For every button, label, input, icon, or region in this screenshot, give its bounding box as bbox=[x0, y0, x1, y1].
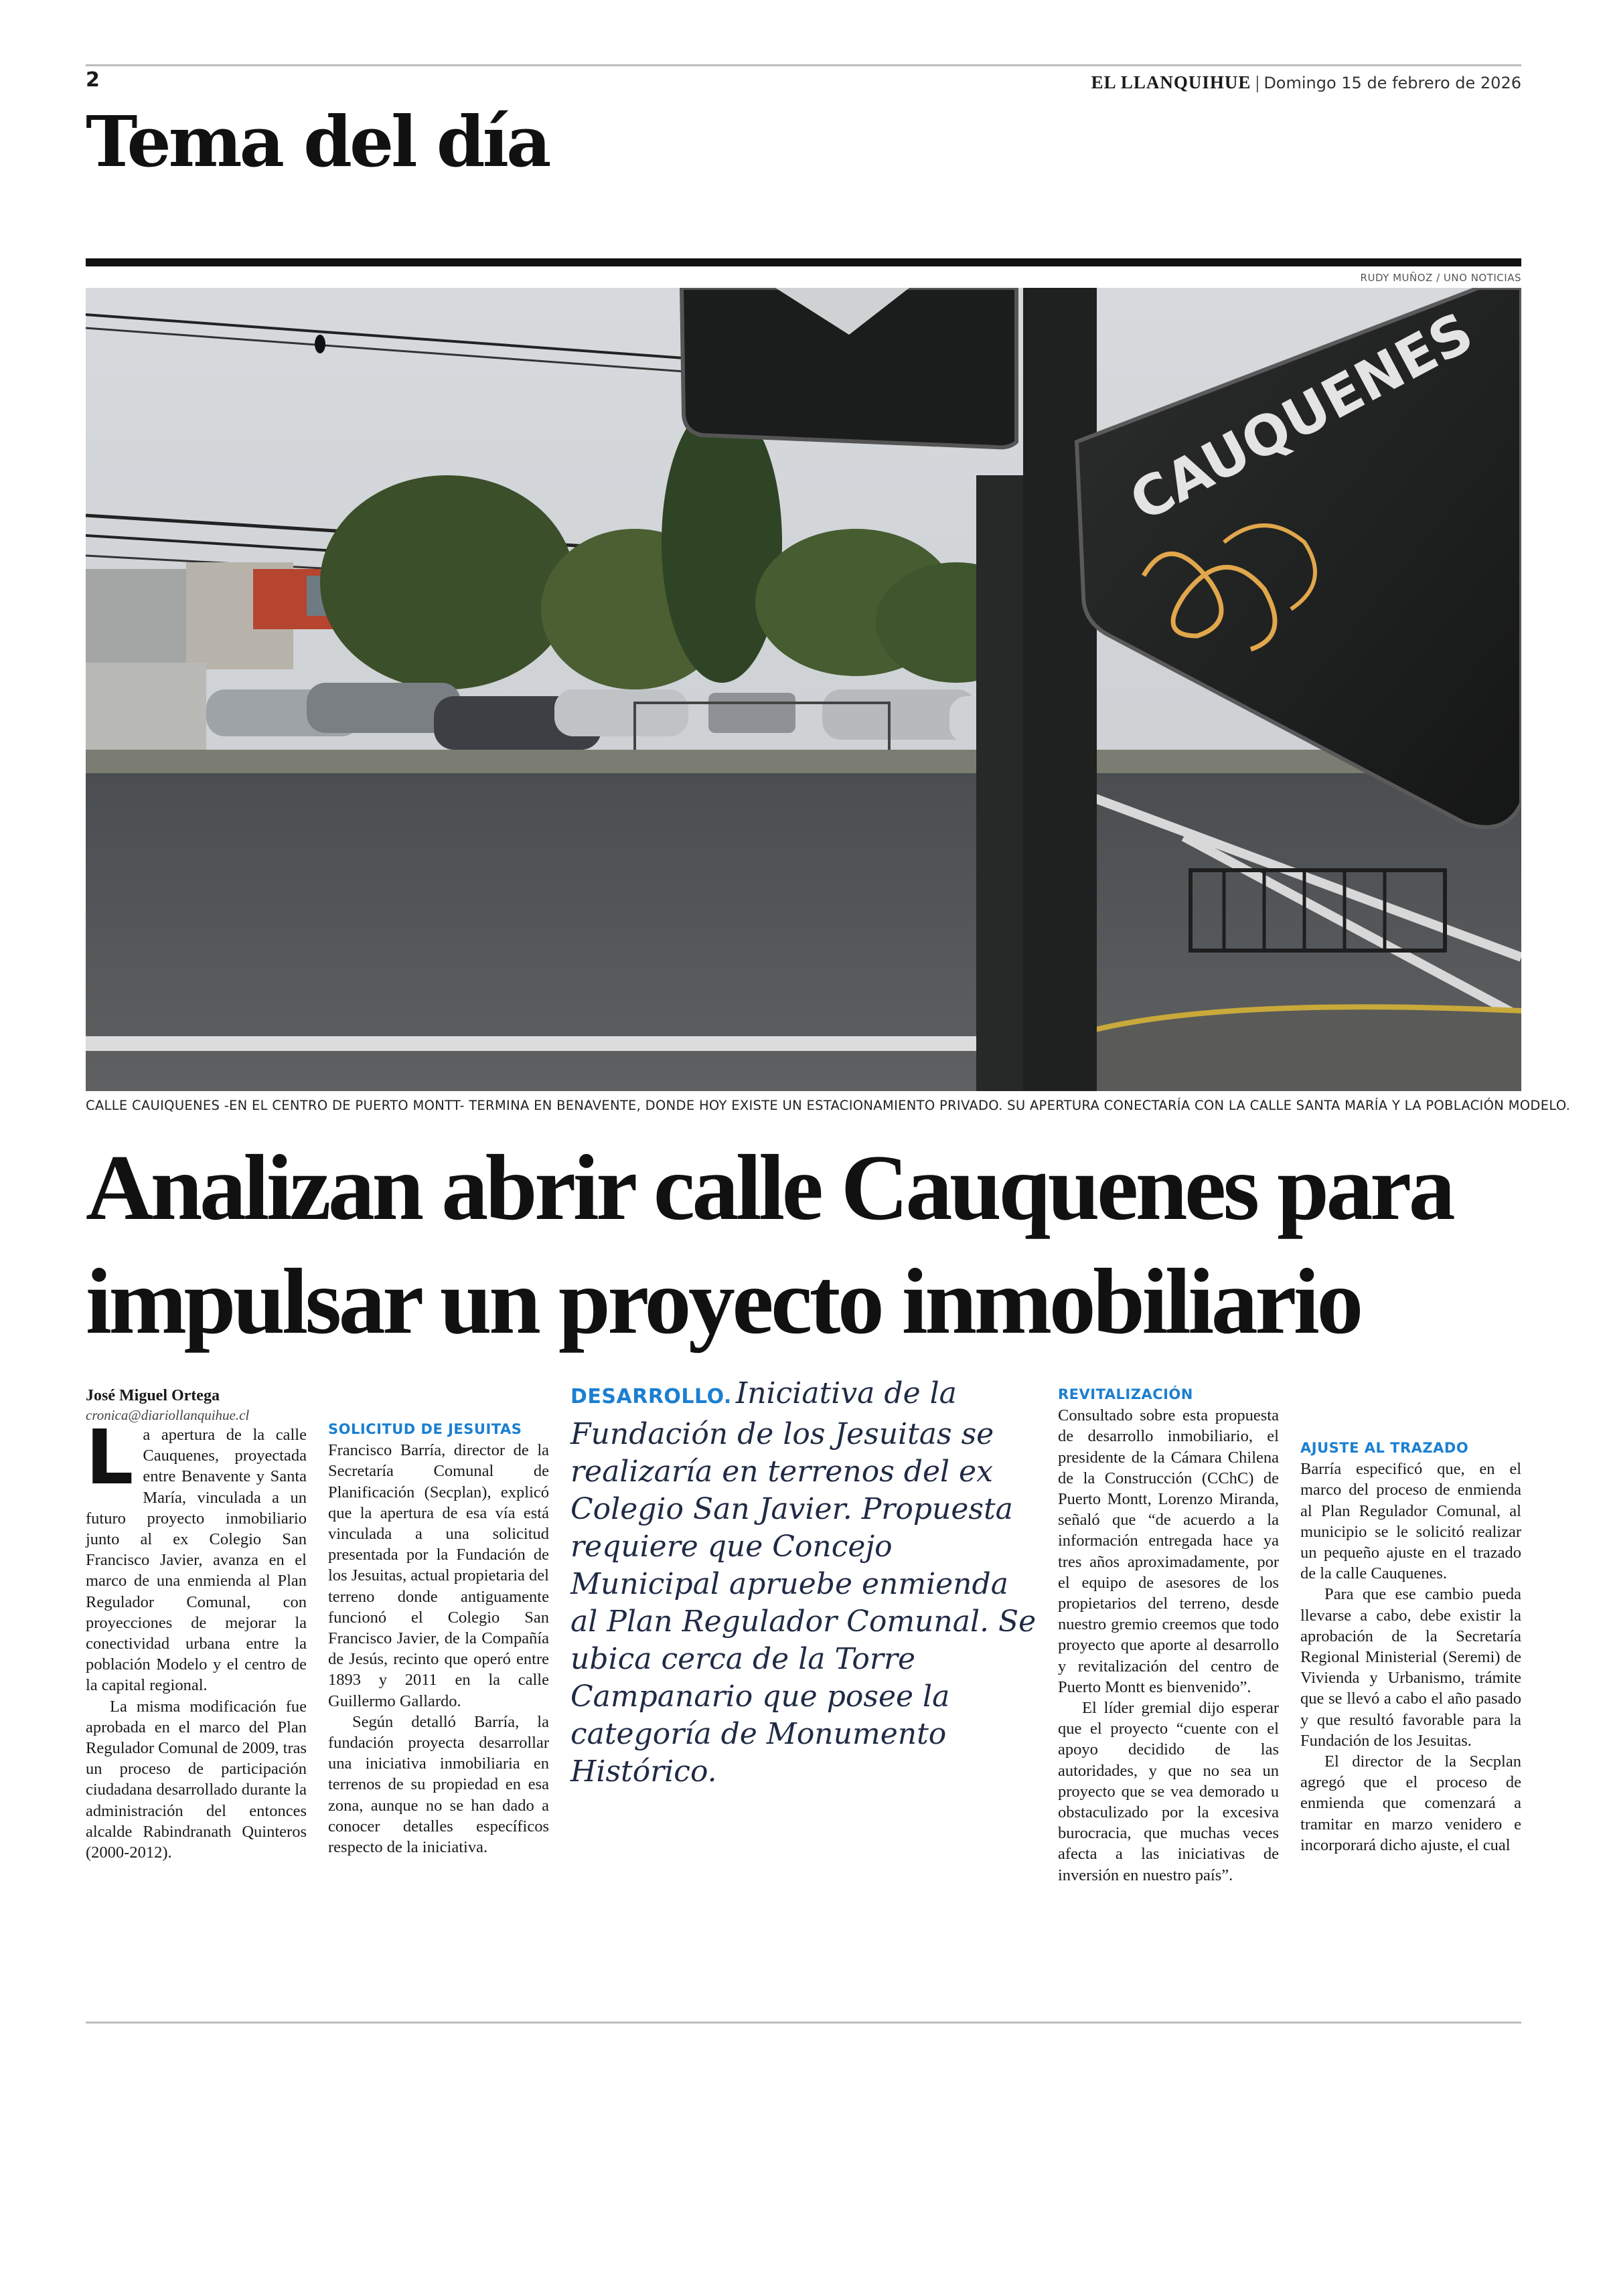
byline-email[interactable]: cronica@diariollanquihue.cl bbox=[86, 1407, 250, 1423]
section-rule bbox=[86, 258, 1521, 266]
masthead bbox=[1091, 72, 1521, 93]
article-paragraph: El líder gremial dijo esperar que el proyecto “cuente con el apoyo decidido de las autoridades, y que no sea un proyecto que se vea demorado u obstaculizado por la excesiva burocracia, que muchas veces afecta a las iniciativas de inversión en nuestro país”. bbox=[1058, 1699, 1279, 1884]
deck-label: DESARROLLO. bbox=[570, 1385, 732, 1408]
paragraph-text: a apertura de la calle Cauquenes, proyectada entre Benavente y Santa María, vinculada a un futuro proyecto inmobiliario junto al ex Colegio San Francisco Javier, avanza en el marco de una enmienda al Plan Regulador Comunal, con proyecciones de mejorar la conectividad urbana entre la población Modelo y el centro de la capital regional. bbox=[86, 1426, 307, 1695]
headline bbox=[86, 1131, 1521, 1359]
article-column-2 bbox=[328, 1384, 549, 1858]
article-paragraph: Para que ese cambio pueda llevarse a cabo, debe existir la aprobación de la Secretaría Regional Ministerial (Seremi) de Vivienda y Urbanismo, trámite que se llevó a cabo el año pasado y que resultó favorable para la Fundación de los Jesuitas. bbox=[1300, 1585, 1521, 1750]
article-paragraph: El director de la Secplan agregó que el proceso de enmienda que comenzará a tramitar en marzo venidero e incorporará dicho ajuste, el cual bbox=[1300, 1752, 1521, 1854]
street-scene-illustration bbox=[86, 288, 1521, 1091]
headline-line-1: Analizan abrir calle Cauquenes para bbox=[86, 1136, 1453, 1240]
article-column-1 bbox=[86, 1384, 307, 1863]
headline-line-2: impulsar un proyecto inmobiliario bbox=[86, 1250, 1361, 1354]
article-deck bbox=[570, 1375, 1039, 1791]
article-paragraph: La misma modificación fue aprobada en el marco del Plan Regulador Comunal de 2009, tras un proceso de participación ciudadana desarrollado durante la administración del entonces alcalde Rabindranath Quinteros (2000-2012). bbox=[86, 1697, 307, 1862]
top-rule bbox=[86, 64, 1521, 66]
issue-date: Domingo 15 de febrero de 2026 bbox=[1264, 74, 1521, 92]
subheading-solicitud: SOLICITUD DE JESUITAS bbox=[328, 1421, 522, 1437]
article-photo bbox=[86, 288, 1521, 1091]
subheading-revitalizacion: REVITALIZACIÓN bbox=[1058, 1386, 1193, 1402]
article-column-4 bbox=[1058, 1384, 1279, 1886]
photo-caption: CALLE CAUIQUENES -EN EL CENTRO DE PUERTO MONTT- TERMINA EN BENAVENTE, DONDE HOY EXISTE UN ESTACIONAMIENTO PRIVADO. SU APERTURA CONECTARÍA CON LA CALLE SANTA MARÍA Y LA POBLACIÓN MODELO. bbox=[86, 1098, 1571, 1113]
masthead-separator: | bbox=[1251, 72, 1264, 92]
photo-credit: RUDY MUÑOZ / UNO NOTICIAS bbox=[1360, 272, 1521, 284]
newspaper-name: EL LLANQUIHUE bbox=[1091, 72, 1251, 92]
page-number: 2 bbox=[86, 68, 100, 92]
sign-text: CAUQUENES bbox=[1120, 301, 1484, 534]
bottom-rule bbox=[86, 2022, 1521, 2024]
article-paragraph: Francisco Barría, director de la Secretaría Comunal de Planificación (Secplan), explicó que la apertura de esa vía está vinculada a una solicitud presentada por la Fundación de los Jesuitas, actual propietaria del terreno donde antiguamente funcionó el Colegio San Francisco Javier, de la Compañía de Jesús, recinto que operó entre 1893 y 2011 en la calle Guillermo Gallardo. bbox=[328, 1441, 549, 1710]
article-paragraph: Según detalló Barría, la fundación proyecta desarrollar una iniciativa inmobiliaria en terrenos de su propiedad en esa zona, aunque no se han dado a conocer detalles específicos respecto de la iniciativa. bbox=[328, 1712, 549, 1857]
section-title: Tema del día bbox=[86, 100, 549, 183]
article-paragraph: Consultado sobre esta propuesta de desarrollo inmobiliario, el presidente de la Cámara Chilena de la Construcción (CChC) de Puerto Montt, Lorenzo Miranda, señaló que “de acuerdo a la información entregada hace ya tres años aproximadamente, por el equipo de asesores de los propietarios del terreno, desde nuestro gremio creemos que todo proyecto que aporte al desarrollo y revitalización del centro de Puerto Montt es bienvenido”. bbox=[1058, 1406, 1279, 1696]
subheading-ajuste: AJUSTE AL TRAZADO bbox=[1300, 1440, 1469, 1456]
drop-cap: L bbox=[86, 1414, 134, 1501]
deck-text: Iniciativa de la Fundación de los Jesuitas se realizaría en terrenos del ex Colegio San Javier. Propuesta requiere que Concejo Municipal apruebe enmienda al Plan Regulador Comunal. Se ubica cerca de la Torre Campanario que posee la categoría de Monumento Histórico. bbox=[570, 1376, 1037, 1789]
article-paragraph: Barría especificó que, en el marco del proceso de enmienda al Plan Regulador Comunal, al municipio se le solicitó realizar un pequeño ajuste en el trazado de la calle Cauquenes. bbox=[1300, 1460, 1521, 1583]
byline-author: José Miguel Ortega bbox=[86, 1387, 220, 1404]
article-column-5 bbox=[1300, 1384, 1521, 1856]
